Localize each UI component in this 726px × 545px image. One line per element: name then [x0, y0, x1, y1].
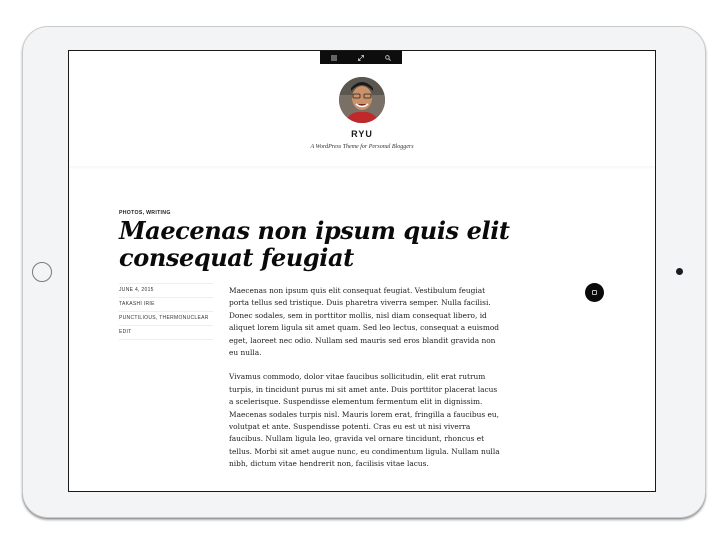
post-title[interactable]: Maecenas non ipsum quis elit consequat feugiat	[119, 216, 510, 272]
menu-button[interactable]	[324, 51, 344, 64]
site-title[interactable]: RYU	[351, 129, 373, 139]
expand-button[interactable]	[351, 51, 371, 64]
avatar[interactable]	[339, 77, 385, 123]
site-header	[69, 64, 655, 167]
post-categories[interactable]: PHOTOS, WRITING	[119, 210, 171, 216]
search-button[interactable]	[378, 51, 398, 64]
post-date[interactable]: JUNE 4, 2015	[119, 283, 213, 297]
expand-icon	[358, 55, 364, 61]
home-button[interactable]	[32, 262, 52, 282]
post-author[interactable]: TAKASHI IRIE	[119, 297, 213, 311]
site-description: A WordPress Theme for Personal Bloggers	[310, 144, 414, 150]
post-meta	[119, 283, 213, 340]
paragraph: Vivamus commodo, dolor vitae faucibus sollicitudin, elit erat rutrum turpis, in tincidunt purus mi sit amet ante. Duis porttitor placerat lacus a scelerisque. Suspendisse elementum fermentum elit in dignissim. Maecenas sodales turpis nisl. Mauris lorem erat, fringilla a faucibus eu, volutpat et ante. Suspendisse potenti. Cras eu est ut nisi viverra faucibus. Nullam ligula leo, gravida vel ornare tincidunt, rhoncus et tellus. Morbi sit amet augue nunc, eu condimentum ligula. Nullam nulla nibh, dictum vitae hendrerit non, facilisis vitae lacus.	[229, 372, 500, 469]
paragraph: Maecenas non ipsum quis elit consequat feugiat. Vestibulum feugiat porta tellus sed tristique. Duis pharetra viverra semper. Nulla facilisi. Donec sodales, sem in porttitor mollis, nisl diam consequat libero, id aliquet lorem ligula sit amet quam. Sed leo lectus, consequat a euismod eget, laoreet nec odio. Nullam sed mauris sed eros blandit gravida non eu nulla.	[229, 286, 500, 358]
screen	[68, 50, 656, 492]
format-icon	[592, 290, 597, 295]
camera-icon	[676, 268, 683, 275]
post-content	[229, 285, 501, 483]
header-divider	[69, 166, 655, 170]
post-tags[interactable]: PUNCTILIOUS, THERMONUCLEAR	[119, 311, 213, 325]
menu-icon	[331, 55, 337, 61]
top-toolbar	[320, 51, 402, 64]
search-icon	[385, 55, 391, 61]
floating-action-button[interactable]	[585, 283, 604, 302]
edit-link[interactable]: EDIT	[119, 325, 213, 340]
